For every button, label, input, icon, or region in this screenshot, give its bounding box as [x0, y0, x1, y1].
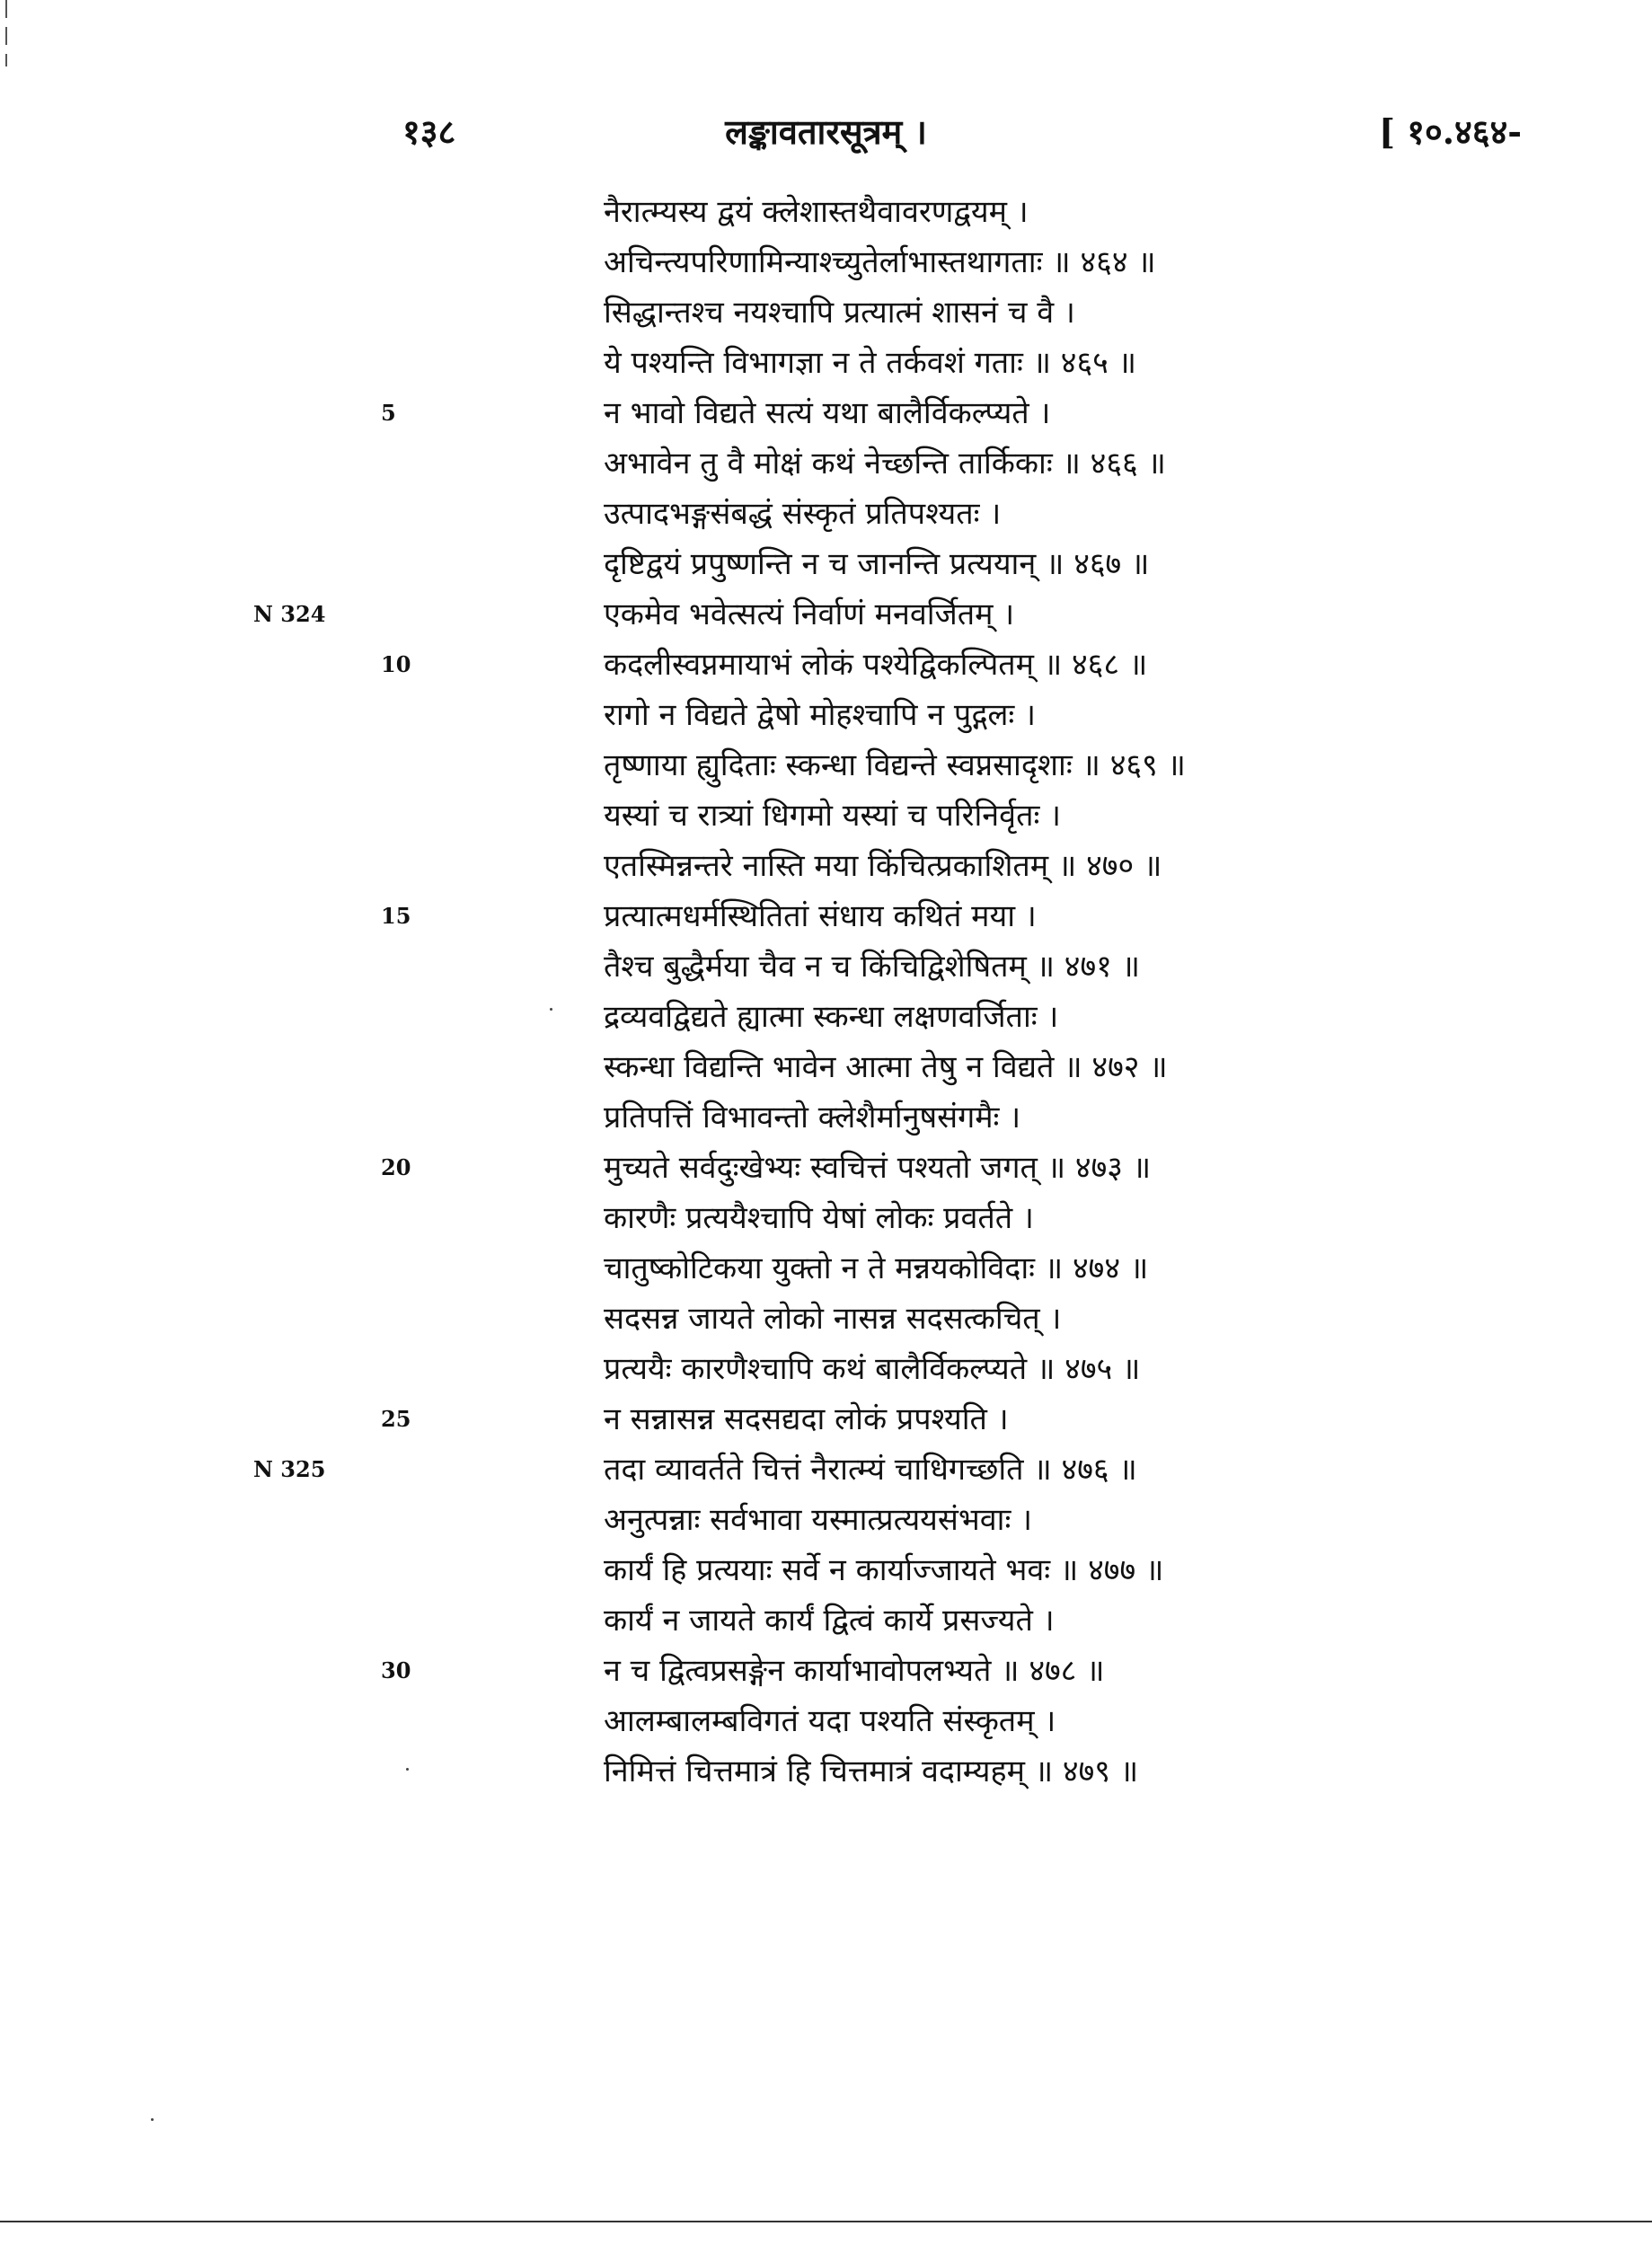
page-title: लङ्कावतारसूत्रम् । [725, 111, 927, 152]
verse-line: ये पश्यन्ति विभागज्ञा न ते तर्कवशं गताः ॥ ४६५ ॥ [604, 345, 1137, 381]
verse-line: अभावेन तु वै मोक्षं कथं नेच्छन्ति तार्किकाः ॥ ४६६ ॥ [604, 446, 1166, 481]
manuscript-reference: N 324 [253, 601, 326, 627]
verse-line: आलम्बालम्बविगतं यदा पश्यति संस्कृतम् । [604, 1703, 1056, 1739]
section-reference: [ १०.४६४- [1379, 111, 1523, 152]
verse-line: कार्यं हि प्रत्ययाः सर्वे न कार्याज्जायते भवः ॥ ४७७ ॥ [604, 1552, 1164, 1588]
scan-edge-marks [5, 0, 7, 108]
scan-speck [151, 2118, 154, 2121]
verse-line: तृष्णाया ह्युदिताः स्कन्धा विद्यन्ते स्वप्नसादृशाः ॥ ४६९ ॥ [604, 747, 1186, 783]
verse-line: चातुष्कोटिकया युक्तो न ते मन्नयकोविदाः ॥ ४७४ ॥ [604, 1250, 1149, 1286]
manuscript-reference: N 325 [253, 1456, 326, 1482]
verse-line: कार्यं न जायते कार्यं द्वित्वं कार्ये प्रसज्यते । [604, 1603, 1055, 1639]
line-number: 30 [381, 1657, 411, 1683]
verse-line: प्रत्यात्मधर्मस्थितितां संधाय कथितं मया । [604, 898, 1037, 934]
verse-line: यस्यां च रात्र्यां धिगमो यस्यां च परिनिर्वृतः । [604, 798, 1062, 834]
verse-line: एतस्मिन्नन्तरे नास्ति मया किंचित्प्रकाशितम् ॥ ४७० ॥ [604, 848, 1162, 884]
verse-line: एकमेव भवेत्सत्यं निर्वाणं मनवर्जितम् । [604, 596, 1015, 632]
verse-line: अचिन्त्यपरिणामिन्याश्च्युतेर्लाभास्तथागताः ॥ ४६४ ॥ [604, 244, 1156, 280]
scan-speck [406, 1768, 409, 1771]
line-number: 25 [381, 1406, 411, 1432]
line-number: 20 [381, 1154, 411, 1180]
page-header [0, 108, 1652, 162]
verse-line: उत्पादभङ्गसंबद्धं संस्कृतं प्रतिपश्यतः । [604, 496, 1002, 532]
verse-line: न च द्वित्वप्रसङ्गेन कार्याभावोपलभ्यते ॥ ४७८ ॥ [604, 1653, 1105, 1689]
verse-line: कदलीस्वप्नमायाभं लोकं पश्येद्विकल्पितम् ॥ ४६८ ॥ [604, 647, 1148, 683]
verse-line: निमित्तं चित्तमात्रं हि चित्तमात्रं वदाम्यहम् ॥ ४७९ ॥ [604, 1754, 1139, 1789]
verse-line: अनुत्पन्नाः सर्वभावा यस्मात्प्रत्ययसंभवाः । [604, 1502, 1033, 1538]
line-number: 5 [381, 400, 396, 426]
footer-rule [0, 2221, 1652, 2222]
verse-line: सदसन्न जायते लोको नासन्न सदसत्कचित् । [604, 1301, 1062, 1337]
verse-line: न सन्नासन्न सदसद्यदा लोकं प्रपश्यति । [604, 1401, 1009, 1437]
verse-line: द्रव्यवद्विद्यते ह्यात्मा स्कन्धा लक्षणवर्जिताः । [604, 999, 1059, 1035]
verse-line: न भावो विद्यते सत्यं यथा बालैर्विकल्प्यते । [604, 395, 1051, 431]
line-number: 15 [381, 903, 411, 929]
verse-line: नैरात्म्यस्य द्वयं क्लेशास्तथैवावरणद्वयम् । [604, 194, 1029, 230]
verse-line: सिद्धान्तश्च नयश्चापि प्रत्यात्मं शासनं च वै । [604, 295, 1075, 331]
scan-speck [550, 1008, 552, 1011]
page-number: १३८ [402, 111, 456, 152]
verse-line: प्रत्ययैः कारणैश्चापि कथं बालैर्विकल्प्यते ॥ ४७५ ॥ [604, 1351, 1141, 1387]
line-number: 10 [381, 651, 411, 677]
verse-line: दृष्टिद्वयं प्रपुष्णन्ति न च जानन्ति प्रत्ययान् ॥ ४६७ ॥ [604, 546, 1150, 582]
verse-line: तदा व्यावर्तते चित्तं नैरात्म्यं चाधिगच्छति ॥ ४७६ ॥ [604, 1452, 1137, 1488]
verse-line: तैश्च बुद्धैर्मया चैव न च किंचिद्विशेषितम् ॥ ४७१ ॥ [604, 949, 1141, 985]
verse-line: मुच्यते सर्वदुःखेभ्यः स्वचित्तं पश्यतो जगत् ॥ ४७३ ॥ [604, 1150, 1152, 1186]
verse-line: प्रतिपत्तिं विभावन्तो क्लेशैर्मानुषसंगमैः । [604, 1100, 1021, 1135]
verse-line: कारणैः प्रत्ययैश्चापि येषां लोकः प्रवर्तते । [604, 1200, 1034, 1236]
verse-line: स्कन्धा विद्यन्ति भावेन आत्मा तेषु न विद्यते ॥ ४७२ ॥ [604, 1049, 1168, 1085]
verse-line: रागो न विद्यते द्वेषो मोहश्चापि न पुद्गलः । [604, 697, 1036, 733]
